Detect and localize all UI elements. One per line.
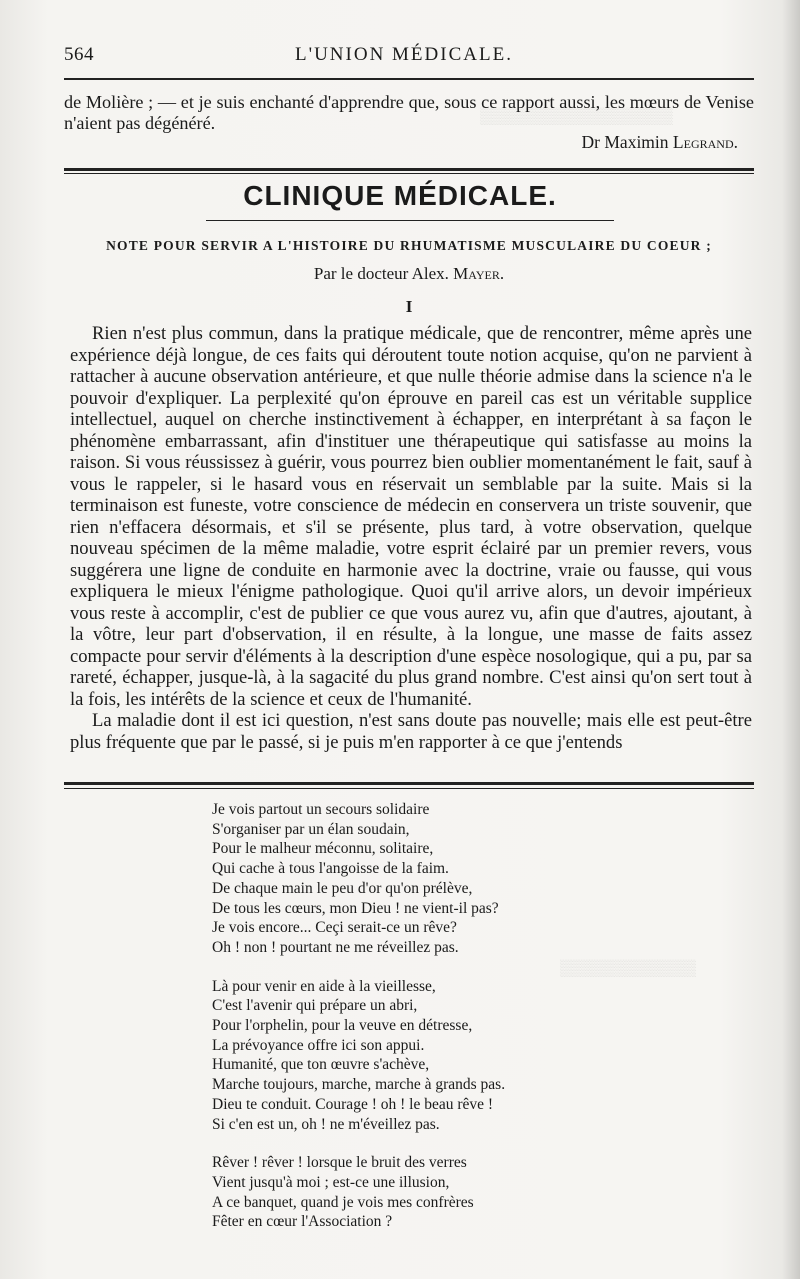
poem-line: Je vois partout un secours solidaire <box>212 801 430 818</box>
poem-line: Là pour venir en aide à la vieillesse, <box>212 977 436 995</box>
header-rule <box>64 78 754 80</box>
previous-article-closing: de Molière ; — et je suis enchanté d'apprendre que, sous ce rapport aussi, les mœurs de Venise n'aient pas dégénéré. <box>64 92 754 133</box>
author-signature <box>582 132 738 153</box>
poem-line: De chaque main le peu d'or qu'on prélève, <box>212 879 473 897</box>
running-head <box>64 44 744 70</box>
poem-stanza <box>212 1153 632 1232</box>
poem-line: Si c'en est un, oh ! ne m'éveillez pas. <box>212 1115 440 1133</box>
poem-line: Marche toujours, marche, marche à grands pas. <box>212 1076 506 1094</box>
bleed-through-texture: ▒▒▒▒▒▒▒▒▒▒▒▒▒▒▒▒▒ <box>480 108 673 125</box>
poem-line: La prévoyance offre ici son appui. <box>212 1036 425 1054</box>
bleed-through-texture: ▒▒▒▒▒▒▒▒▒▒▒▒ <box>560 960 697 977</box>
article-title: NOTE POUR SERVIR A L'HISTOIRE DU RHUMATISME MUSCULAIRE DU COEUR ; <box>106 238 712 253</box>
feuilleton-divider-thin <box>64 788 754 789</box>
article-paragraph: Rien n'est plus commun, dans la pratique médicale, que de rencontrer, même après une expérience déjà longue, de ces faits qui déroutent toute notion acquise, qu'on ne parvient à rattacher à aucune observation antérieure, et que nulle théorie admise dans la science n'a le pouvoir d'expliquer. La perplexité qu'on éprouve en pareil cas est un véritable supplice intellectuel, auquel on cherche instinctivement à échapper, en interprétant à sa façon le phénomène embarrassant, afin d'instituer une thérapeutique qui satisfasse au moins la raison. Si vous réussissez à guérir, vous pourrez bien oublier momentanément le fait, sauf à vous le rappeler, si le hasard vous en réservait un semblable par la suite. Mais si la terminaison est funeste, votre conscience de médecin en conservera un triste souvenir, que rien n'effacera désormais, et s'il se présente, plus tard, à votre observation, quelque nouveau spécimen de la même maladie, votre esprit éclairé par un premier revers, vous suggérera une ligne de conduite en harmonie avec la doctrine, vraie ou fausse, qui vous expliquera le mieux l'énigme pathologique. Quoi qu'il arrive alors, un devoir impérieux vous reste à accomplir, c'est de publier ce que vous aurez vu, afin que d'autres, ajoutant, à la vôtre, leur part d'observation, il en résulte, à la longue, une masse de faits assez compacte pour servir d'éléments à la description d'une espèce nosologique, qui a pu, par sa rareté, échapper, jusque-là, à la sagacité du plus grand nombre. C'est ainsi qu'on sert tout à la fois, les intérêts de la science et ceux de l'humanité. <box>70 323 752 710</box>
part-number: I <box>405 297 413 316</box>
section-title: CLINIQUE MÉDICALE. <box>243 180 557 211</box>
journal-title: L'UNION MÉDICALE. <box>295 44 513 65</box>
poem-line: Rêver ! rêver ! lorsque le bruit des verres <box>212 1154 467 1172</box>
signature-name: Legrand. <box>672 132 738 152</box>
page-number: 564 <box>64 44 94 65</box>
section-divider-thick <box>64 168 754 171</box>
poem-line: Dieu te conduit. Courage ! oh ! le beau rêve ! <box>212 1095 494 1113</box>
poem-line: De tous les cœurs, mon Dieu ! ne vient-il pas? <box>212 899 499 917</box>
poem-line: C'est l'avenir qui prépare un abri, <box>212 997 418 1015</box>
poem-line: S'organiser par un élan soudain, <box>212 820 410 838</box>
poem-line: Fêter en cœur l'Association ? <box>212 1213 393 1231</box>
title-underline <box>206 220 614 221</box>
poem-line: Vient jusqu'à moi ; est-ce une illusion, <box>212 1173 450 1191</box>
poem-line: Qui cache à tous l'angoisse de la faim. <box>212 860 449 878</box>
article-paragraph: La maladie dont il est ici question, n'est sans doute pas nouvelle; mais elle est peut-être plus fréquente que par le passé, si je puis m'en rapporter à ce que j'entends <box>70 710 752 753</box>
byline-author: Mayer. <box>453 264 505 283</box>
poem-line: Pour le malheur méconnu, solitaire, <box>212 840 434 858</box>
article-byline <box>64 264 754 284</box>
byline-prefix: Par le docteur Alex. <box>313 264 449 283</box>
poem-stanza <box>212 977 632 1135</box>
section-divider-thin <box>64 173 754 174</box>
poem-line: Je vois encore... Ceçi serait-ce un rêve? <box>212 919 457 937</box>
poem-line: Oh ! non ! pourtant ne me réveillez pas. <box>212 938 459 956</box>
feuilleton-divider-thick <box>64 782 754 785</box>
poem-line: Pour l'orphelin, pour la veuve en détresse, <box>212 1017 473 1035</box>
poem-line: A ce banquet, quand je vois mes confrères <box>212 1193 474 1211</box>
poem-stanza <box>212 800 632 958</box>
poem <box>212 800 632 1251</box>
article-body <box>70 323 752 753</box>
poem-line: Humanité, que ton œuvre s'achève, <box>212 1056 430 1074</box>
signature-prefix: Dr Maximin <box>581 132 669 152</box>
